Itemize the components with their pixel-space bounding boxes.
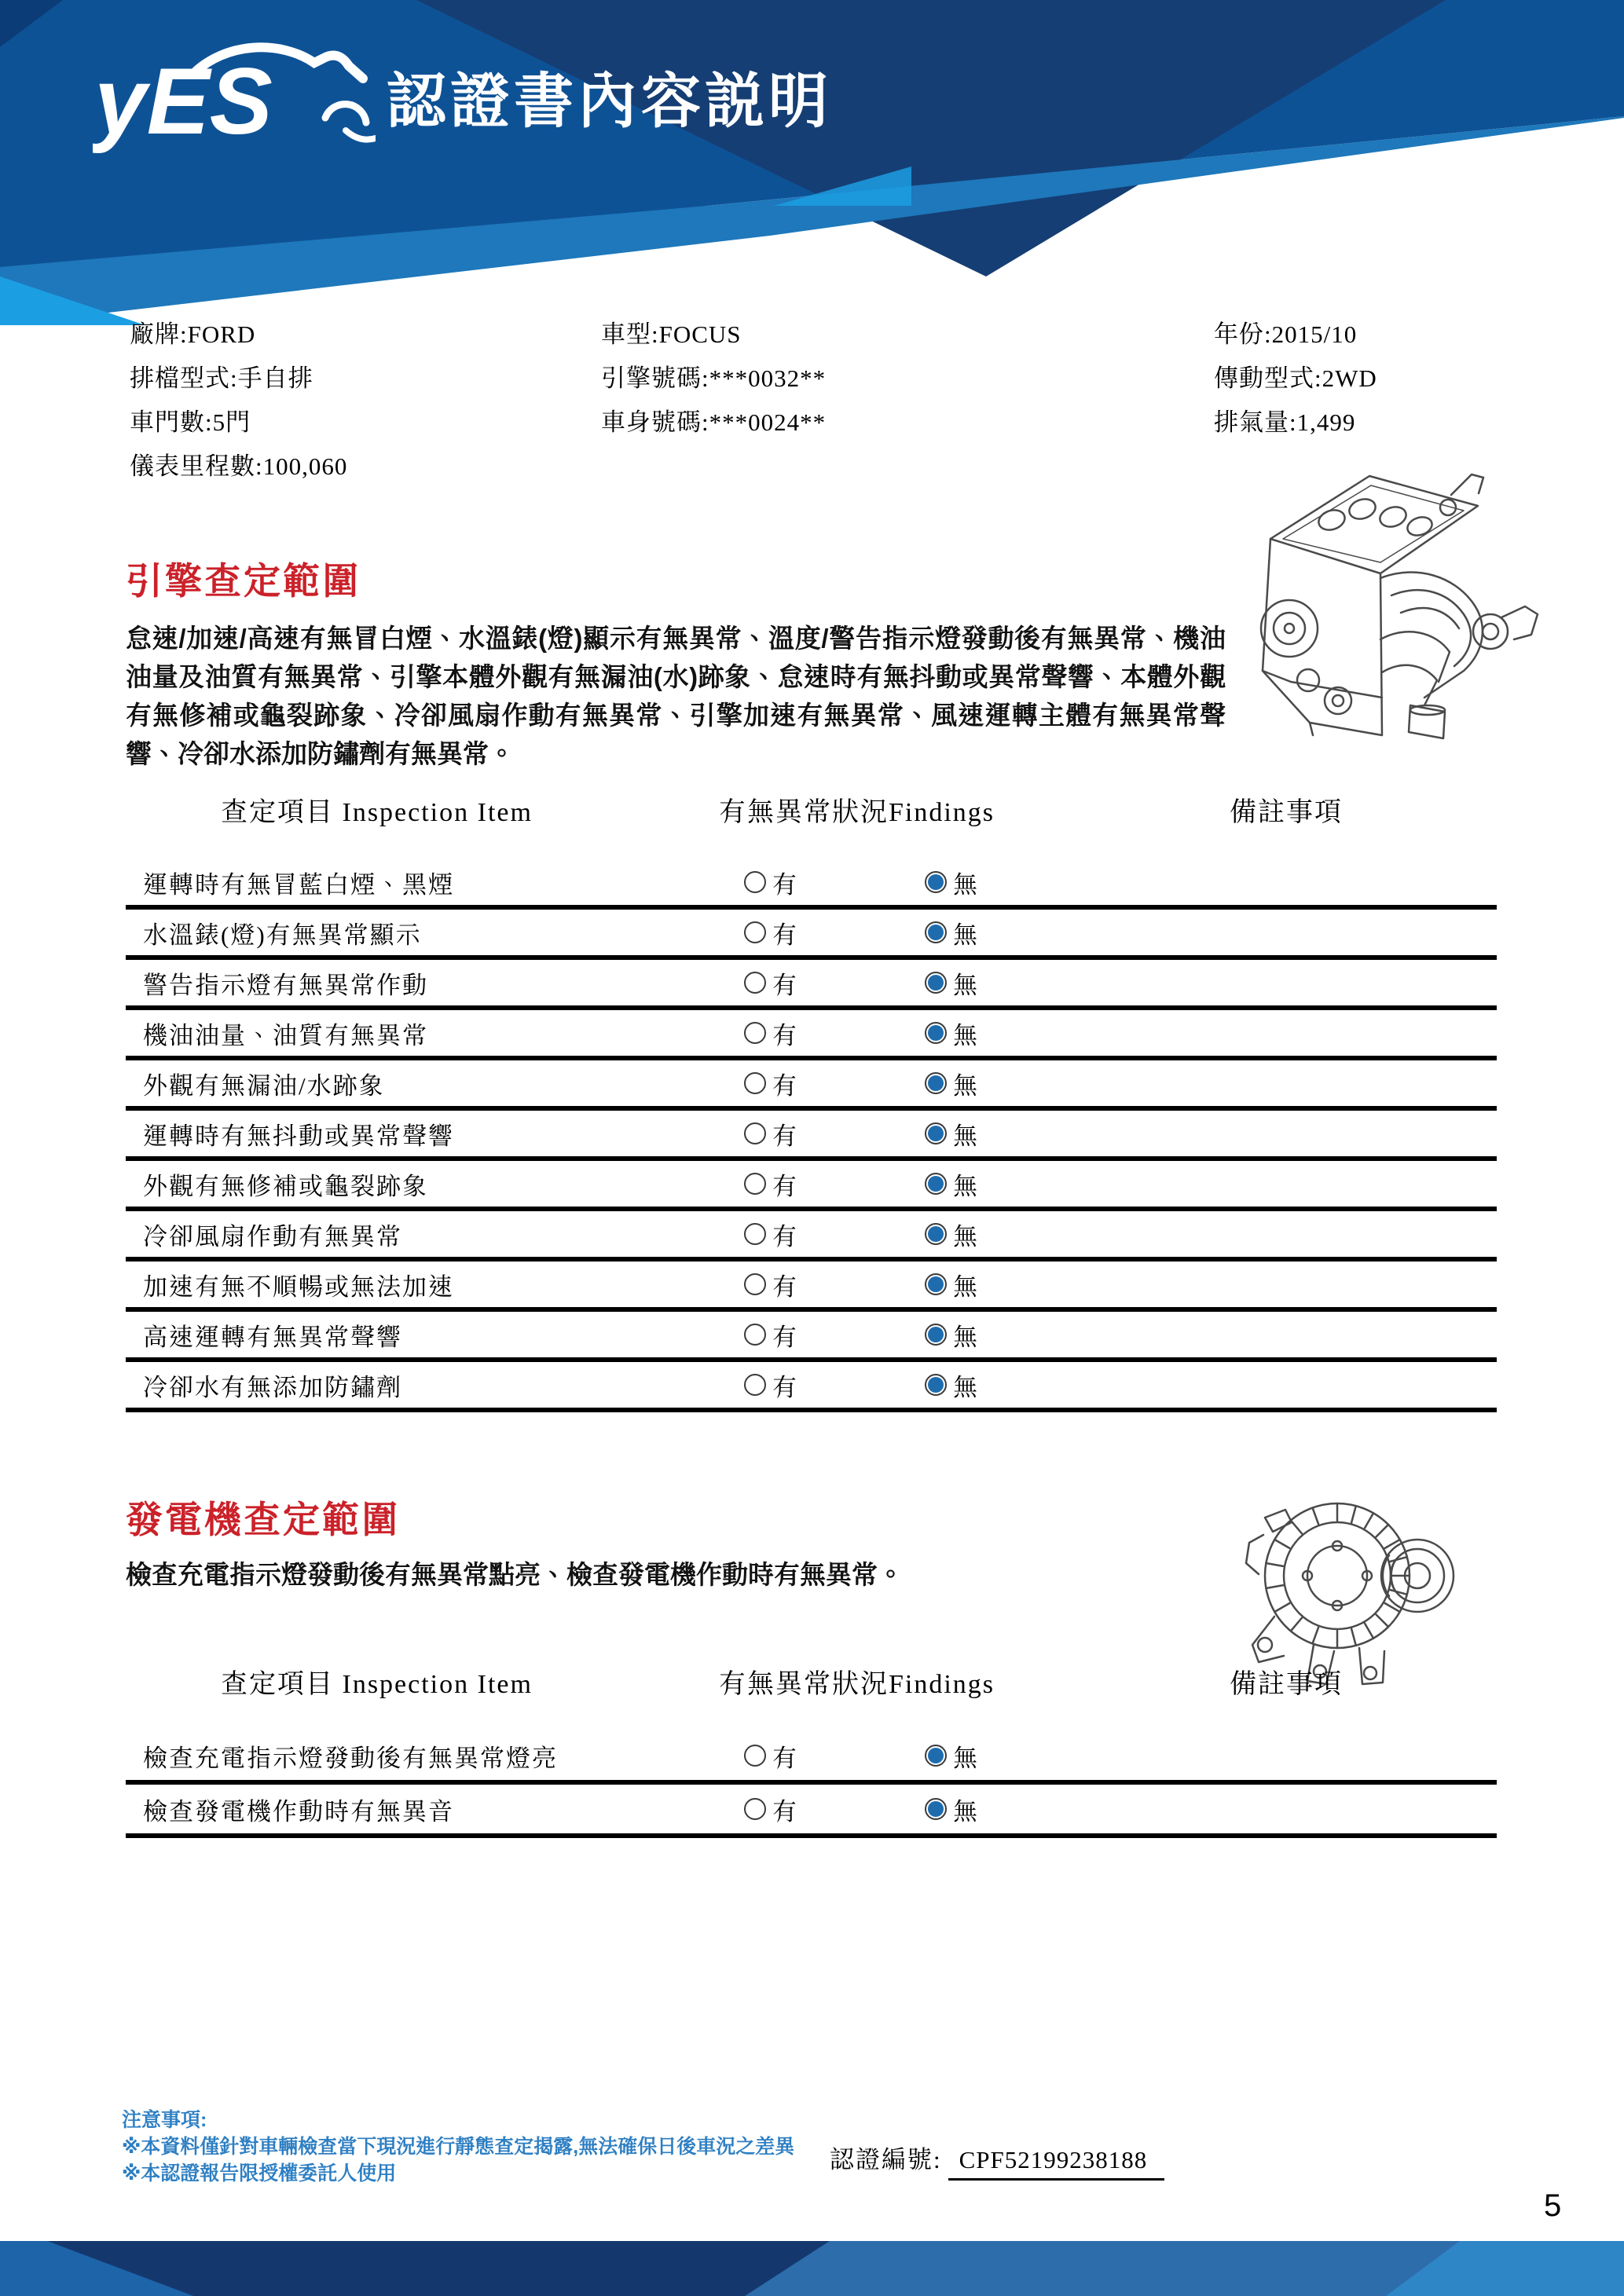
radio-yes-label: 有 [772, 1797, 797, 1825]
finding-option-no [925, 1211, 977, 1257]
radio-yes-label: 有 [772, 1222, 797, 1251]
radio-no-selected[interactable] [925, 1374, 947, 1396]
radio-no-selected[interactable] [925, 921, 947, 943]
radio-no-selected[interactable] [925, 1324, 947, 1346]
table-header-row [126, 787, 1497, 859]
radio-no-selected[interactable] [925, 1072, 947, 1094]
table-row [126, 1060, 1497, 1111]
radio-no-selected[interactable] [925, 1745, 947, 1767]
inspection-item-label: 運轉時有無抖動或異常聲響 [143, 1122, 454, 1150]
radio-no-label: 無 [953, 870, 977, 899]
col-header-item: 查定項目 Inspection Item [221, 1670, 533, 1699]
radio-no-selected[interactable] [925, 1122, 947, 1144]
inspection-item-label: 機油油量、油質有無異常 [143, 1021, 428, 1049]
inspection-item-label: 外觀有無修補或龜裂跡象 [143, 1172, 428, 1200]
radio-yes-label: 有 [772, 1021, 797, 1049]
vehicle-info-col-2 [601, 313, 826, 445]
generator-section-description: 檢查充電指示燈發動後有無異常點亮、檢查發電機作動時有無異常。 [126, 1560, 904, 1589]
table-row [126, 960, 1497, 1010]
footer-notes-list [122, 2133, 794, 2187]
table-row [126, 1262, 1497, 1312]
vehicle-info-line: 車型:FOCUS [601, 320, 742, 348]
yes-logo-text: yES [94, 49, 273, 154]
radio-no-label: 無 [953, 1071, 977, 1100]
engine-section-heading: 引擎查定範圍 [126, 560, 361, 602]
vehicle-info-line: 廠牌:FORD [130, 320, 256, 348]
table-row [126, 859, 1497, 910]
radio-yes[interactable] [744, 1022, 766, 1044]
radio-no-label: 無 [953, 1222, 977, 1251]
finding-option-no [925, 1111, 977, 1156]
table-row [126, 1010, 1497, 1060]
radio-no-selected[interactable] [925, 871, 947, 893]
inspection-item-label: 高速運轉有無異常聲響 [143, 1323, 402, 1351]
finding-option-no [925, 859, 977, 905]
radio-no-selected[interactable] [925, 1022, 947, 1044]
vehicle-info-col-1 [130, 313, 347, 489]
radio-yes[interactable] [744, 1745, 766, 1767]
finding-option-yes [744, 1060, 797, 1106]
table-row [126, 1161, 1497, 1211]
radio-no-selected[interactable] [925, 1173, 947, 1195]
inspection-item-label: 冷卻水有無添加防鏽劑 [143, 1373, 402, 1401]
radio-no-label: 無 [953, 921, 977, 949]
footer-bar [0, 2241, 1624, 2296]
inspection-item-label: 加速有無不順暢或無法加速 [143, 1273, 454, 1301]
inspection-item-label: 冷卻風扇作動有無異常 [143, 1222, 402, 1251]
col-header-findings: 有無異常狀況Findings [719, 1670, 995, 1699]
radio-yes-label: 有 [772, 971, 797, 999]
table-row [126, 1312, 1497, 1362]
car-wheel-arc [325, 104, 366, 123]
footer-note: ※本資料僅針對車輛檢查當下現況進行靜態查定揭露,無法確保日後車況之差異 [122, 2136, 795, 2158]
finding-option-yes [744, 1111, 797, 1156]
finding-option-no [925, 1785, 977, 1833]
radio-no-selected[interactable] [925, 1223, 947, 1245]
inspection-item-label: 檢查發電機作動時有無異音 [143, 1797, 454, 1825]
finding-option-no [925, 1262, 977, 1307]
yes-logo [93, 38, 376, 162]
page-title: 認證書內容説明 [387, 68, 832, 135]
page-header [0, 0, 1624, 338]
table-row [126, 910, 1497, 960]
footer-notes-title: 注意事項: [122, 2109, 207, 2131]
engine-table-body [126, 859, 1497, 1412]
engine-section-description: 怠速/加速/高速有無冒白煙、水溫錶(燈)顯示有無異常、溫度/警告指示燈發動後有無異常、機油油量及油質有無異常、引擎本體外觀有無漏油(水)跡象、怠速時有無抖動或異常聲響、本體外觀有無修補或龜裂跡象、冷卻風扇作動有無異常、引擎加速有無異常、風速運轉主體有無異常聲響、冷卻水添加防鏽劑有無異常。 [126, 624, 1226, 768]
table-row [126, 1785, 1497, 1838]
radio-yes-label: 有 [772, 1323, 797, 1351]
inspection-item-label: 運轉時有無冒藍白煙、黑煙 [143, 870, 454, 899]
vehicle-info-line: 車門數:5門 [130, 408, 251, 436]
inspection-item-label: 檢查充電指示燈發動後有無異常燈亮 [143, 1744, 558, 1772]
radio-yes-label: 有 [772, 1273, 797, 1301]
finding-option-no [925, 1010, 977, 1056]
radio-yes-label: 有 [772, 921, 797, 949]
radio-yes[interactable] [744, 1223, 766, 1245]
finding-option-yes [744, 1010, 797, 1056]
radio-no-label: 無 [953, 1373, 977, 1401]
radio-yes-label: 有 [772, 870, 797, 899]
table-row [126, 1731, 1497, 1785]
radio-no-label: 無 [953, 1172, 977, 1200]
finding-option-yes [744, 859, 797, 905]
generator-inspection-table [126, 1659, 1497, 1838]
finding-option-no [925, 1060, 977, 1106]
engine-inspection-table [126, 787, 1497, 1412]
radio-no-label: 無 [953, 1323, 977, 1351]
table-row [126, 1211, 1497, 1262]
radio-no-label: 無 [953, 1744, 977, 1772]
finding-option-no [925, 1312, 977, 1357]
finding-option-no [925, 910, 977, 955]
radio-yes-label: 有 [772, 1122, 797, 1150]
radio-yes-label: 有 [772, 1071, 797, 1100]
radio-no-selected[interactable] [925, 972, 947, 994]
vehicle-info-line: 傳動型式:2WD [1214, 364, 1377, 392]
radio-no-label: 無 [953, 971, 977, 999]
certificate-number-label: 認證編號: [830, 2146, 942, 2173]
radio-no-label: 無 [953, 1797, 977, 1825]
generator-section-heading: 發電機查定範圍 [126, 1499, 401, 1540]
generator-table-body [126, 1731, 1497, 1838]
table-row [126, 1111, 1497, 1161]
col-header-remarks: 備註事項 [1230, 1670, 1343, 1699]
vehicle-info-line: 年份:2015/10 [1214, 320, 1358, 348]
col-header-item: 查定項目 Inspection Item [221, 798, 533, 827]
finding-option-yes [744, 1312, 797, 1357]
col-header-findings: 有無異常狀況Findings [719, 798, 995, 827]
table-row [126, 1362, 1497, 1412]
finding-option-no [925, 1161, 977, 1207]
radio-yes[interactable] [744, 921, 766, 943]
radio-yes[interactable] [744, 1798, 766, 1820]
finding-option-yes [744, 960, 797, 1005]
radio-yes[interactable] [744, 972, 766, 994]
certificate-number-value: CPF52199238188 [948, 2146, 1165, 2181]
radio-yes-label: 有 [772, 1172, 797, 1200]
vehicle-info-col-3 [1214, 313, 1377, 445]
radio-no-label: 無 [953, 1122, 977, 1150]
vehicle-info-line: 車身號碼:***0024** [601, 408, 827, 436]
radio-yes[interactable] [744, 871, 766, 893]
radio-no-label: 無 [953, 1021, 977, 1049]
radio-yes[interactable] [744, 1273, 766, 1295]
finding-option-yes [744, 1211, 797, 1257]
radio-yes[interactable] [744, 1173, 766, 1195]
radio-yes[interactable] [744, 1072, 766, 1094]
engine-illustration [1214, 446, 1544, 760]
radio-no-selected[interactable] [925, 1273, 947, 1295]
footer-notes [122, 2107, 794, 2187]
vehicle-info-line: 儀表里程數:100,060 [130, 452, 348, 480]
finding-option-yes [744, 1161, 797, 1207]
inspection-item-label: 外觀有無漏油/水跡象 [143, 1071, 385, 1100]
finding-option-yes [744, 1262, 797, 1307]
inspection-item-label: 水溫錶(燈)有無異常顯示 [143, 921, 422, 949]
page-number: 5 [1544, 2188, 1562, 2223]
radio-yes-label: 有 [772, 1744, 797, 1772]
finding-option-no [925, 960, 977, 1005]
finding-option-no [925, 1731, 977, 1780]
footer-note: ※本認證報告限授權委託人使用 [122, 2162, 397, 2184]
finding-option-yes [744, 1362, 797, 1408]
vehicle-info-line: 排氣量:1,499 [1214, 408, 1356, 436]
vehicle-info-line: 引擎號碼:***0032** [601, 364, 827, 392]
col-header-remarks: 備註事項 [1230, 798, 1343, 827]
finding-option-yes [744, 1731, 797, 1780]
radio-yes[interactable] [744, 1374, 766, 1396]
radio-no-label: 無 [953, 1273, 977, 1301]
finding-option-no [925, 1362, 977, 1408]
vehicle-info-line: 排檔型式:手自排 [130, 364, 313, 392]
inspection-item-label: 警告指示燈有無異常作動 [143, 971, 428, 999]
table-header-row [126, 1659, 1497, 1731]
finding-option-yes [744, 1785, 797, 1833]
certificate-number-line [830, 2140, 1164, 2181]
finding-option-yes [744, 910, 797, 955]
radio-yes[interactable] [744, 1324, 766, 1346]
radio-no-selected[interactable] [925, 1798, 947, 1820]
radio-yes-label: 有 [772, 1373, 797, 1401]
radio-yes[interactable] [744, 1122, 766, 1144]
car-tail-swoosh [346, 130, 376, 140]
